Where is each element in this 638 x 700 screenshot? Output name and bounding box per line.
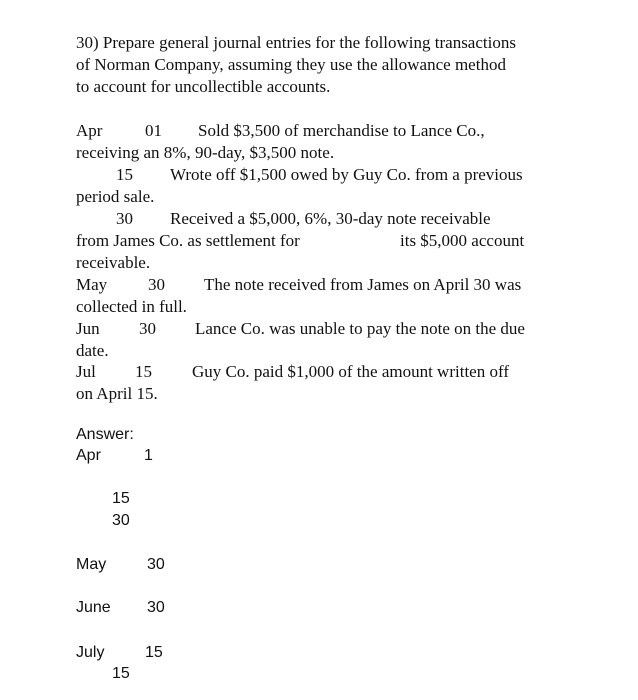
transaction-continuation: collected in full. bbox=[76, 297, 187, 316]
transaction-continuation: period sale. bbox=[76, 187, 155, 206]
transaction-continuation: receiving an 8%, 90-day, $3,500 note. bbox=[76, 143, 335, 162]
answer-day: 30 bbox=[147, 556, 165, 573]
answer-day: 30 bbox=[147, 599, 165, 616]
question-line-3: to account for uncollectible accounts. bbox=[76, 77, 331, 96]
transaction-text: Wrote off $1,500 owed by Guy Co. from a previous bbox=[170, 165, 523, 184]
answer-day: 30 bbox=[112, 512, 130, 529]
answer-label: Answer: bbox=[76, 426, 134, 443]
transaction-continuation: on April 15. bbox=[76, 384, 158, 403]
transaction-continuation: date. bbox=[76, 341, 109, 360]
answer-month-july: July bbox=[76, 644, 105, 661]
transaction-day: 30 bbox=[116, 209, 133, 228]
transaction-month: Apr bbox=[76, 121, 103, 140]
transaction-continuation: receivable. bbox=[76, 253, 151, 272]
answer-month-apr: Apr bbox=[76, 447, 101, 464]
transaction-day: 30 bbox=[148, 275, 165, 294]
transaction-month: Jul bbox=[76, 362, 96, 381]
transaction-text: Received a $5,000, 6%, 30-day note receivable bbox=[170, 209, 491, 228]
answer-day: 1 bbox=[144, 447, 153, 464]
answer-month-june: June bbox=[76, 599, 111, 616]
transaction-text: The note received from James on April 30 was bbox=[204, 275, 522, 294]
transaction-text: Guy Co. paid $1,000 of the amount written off bbox=[192, 362, 509, 381]
transaction-day: 15 bbox=[135, 362, 152, 381]
transaction-month: May bbox=[76, 275, 108, 294]
transaction-day: 15 bbox=[116, 165, 133, 184]
transaction-day: 30 bbox=[139, 319, 156, 338]
transaction-text: Sold $3,500 of merchandise to Lance Co., bbox=[198, 121, 485, 140]
answer-day: 15 bbox=[112, 490, 130, 507]
answer-day: 15 bbox=[112, 665, 130, 682]
transaction-continuation: from James Co. as settlement for bbox=[76, 231, 300, 250]
transaction-text: Lance Co. was unable to pay the note on the due bbox=[195, 319, 525, 338]
answer-month-may: May bbox=[76, 556, 107, 573]
transaction-continuation: its $5,000 account bbox=[400, 231, 525, 250]
transaction-day: 01 bbox=[145, 121, 162, 140]
transaction-month: Jun bbox=[76, 319, 100, 338]
answer-day: 15 bbox=[145, 644, 163, 661]
question-line-2: of Norman Company, assuming they use the allowance method bbox=[76, 55, 506, 74]
question-line-1: 30) Prepare general journal entries for the following transactions bbox=[76, 33, 516, 52]
